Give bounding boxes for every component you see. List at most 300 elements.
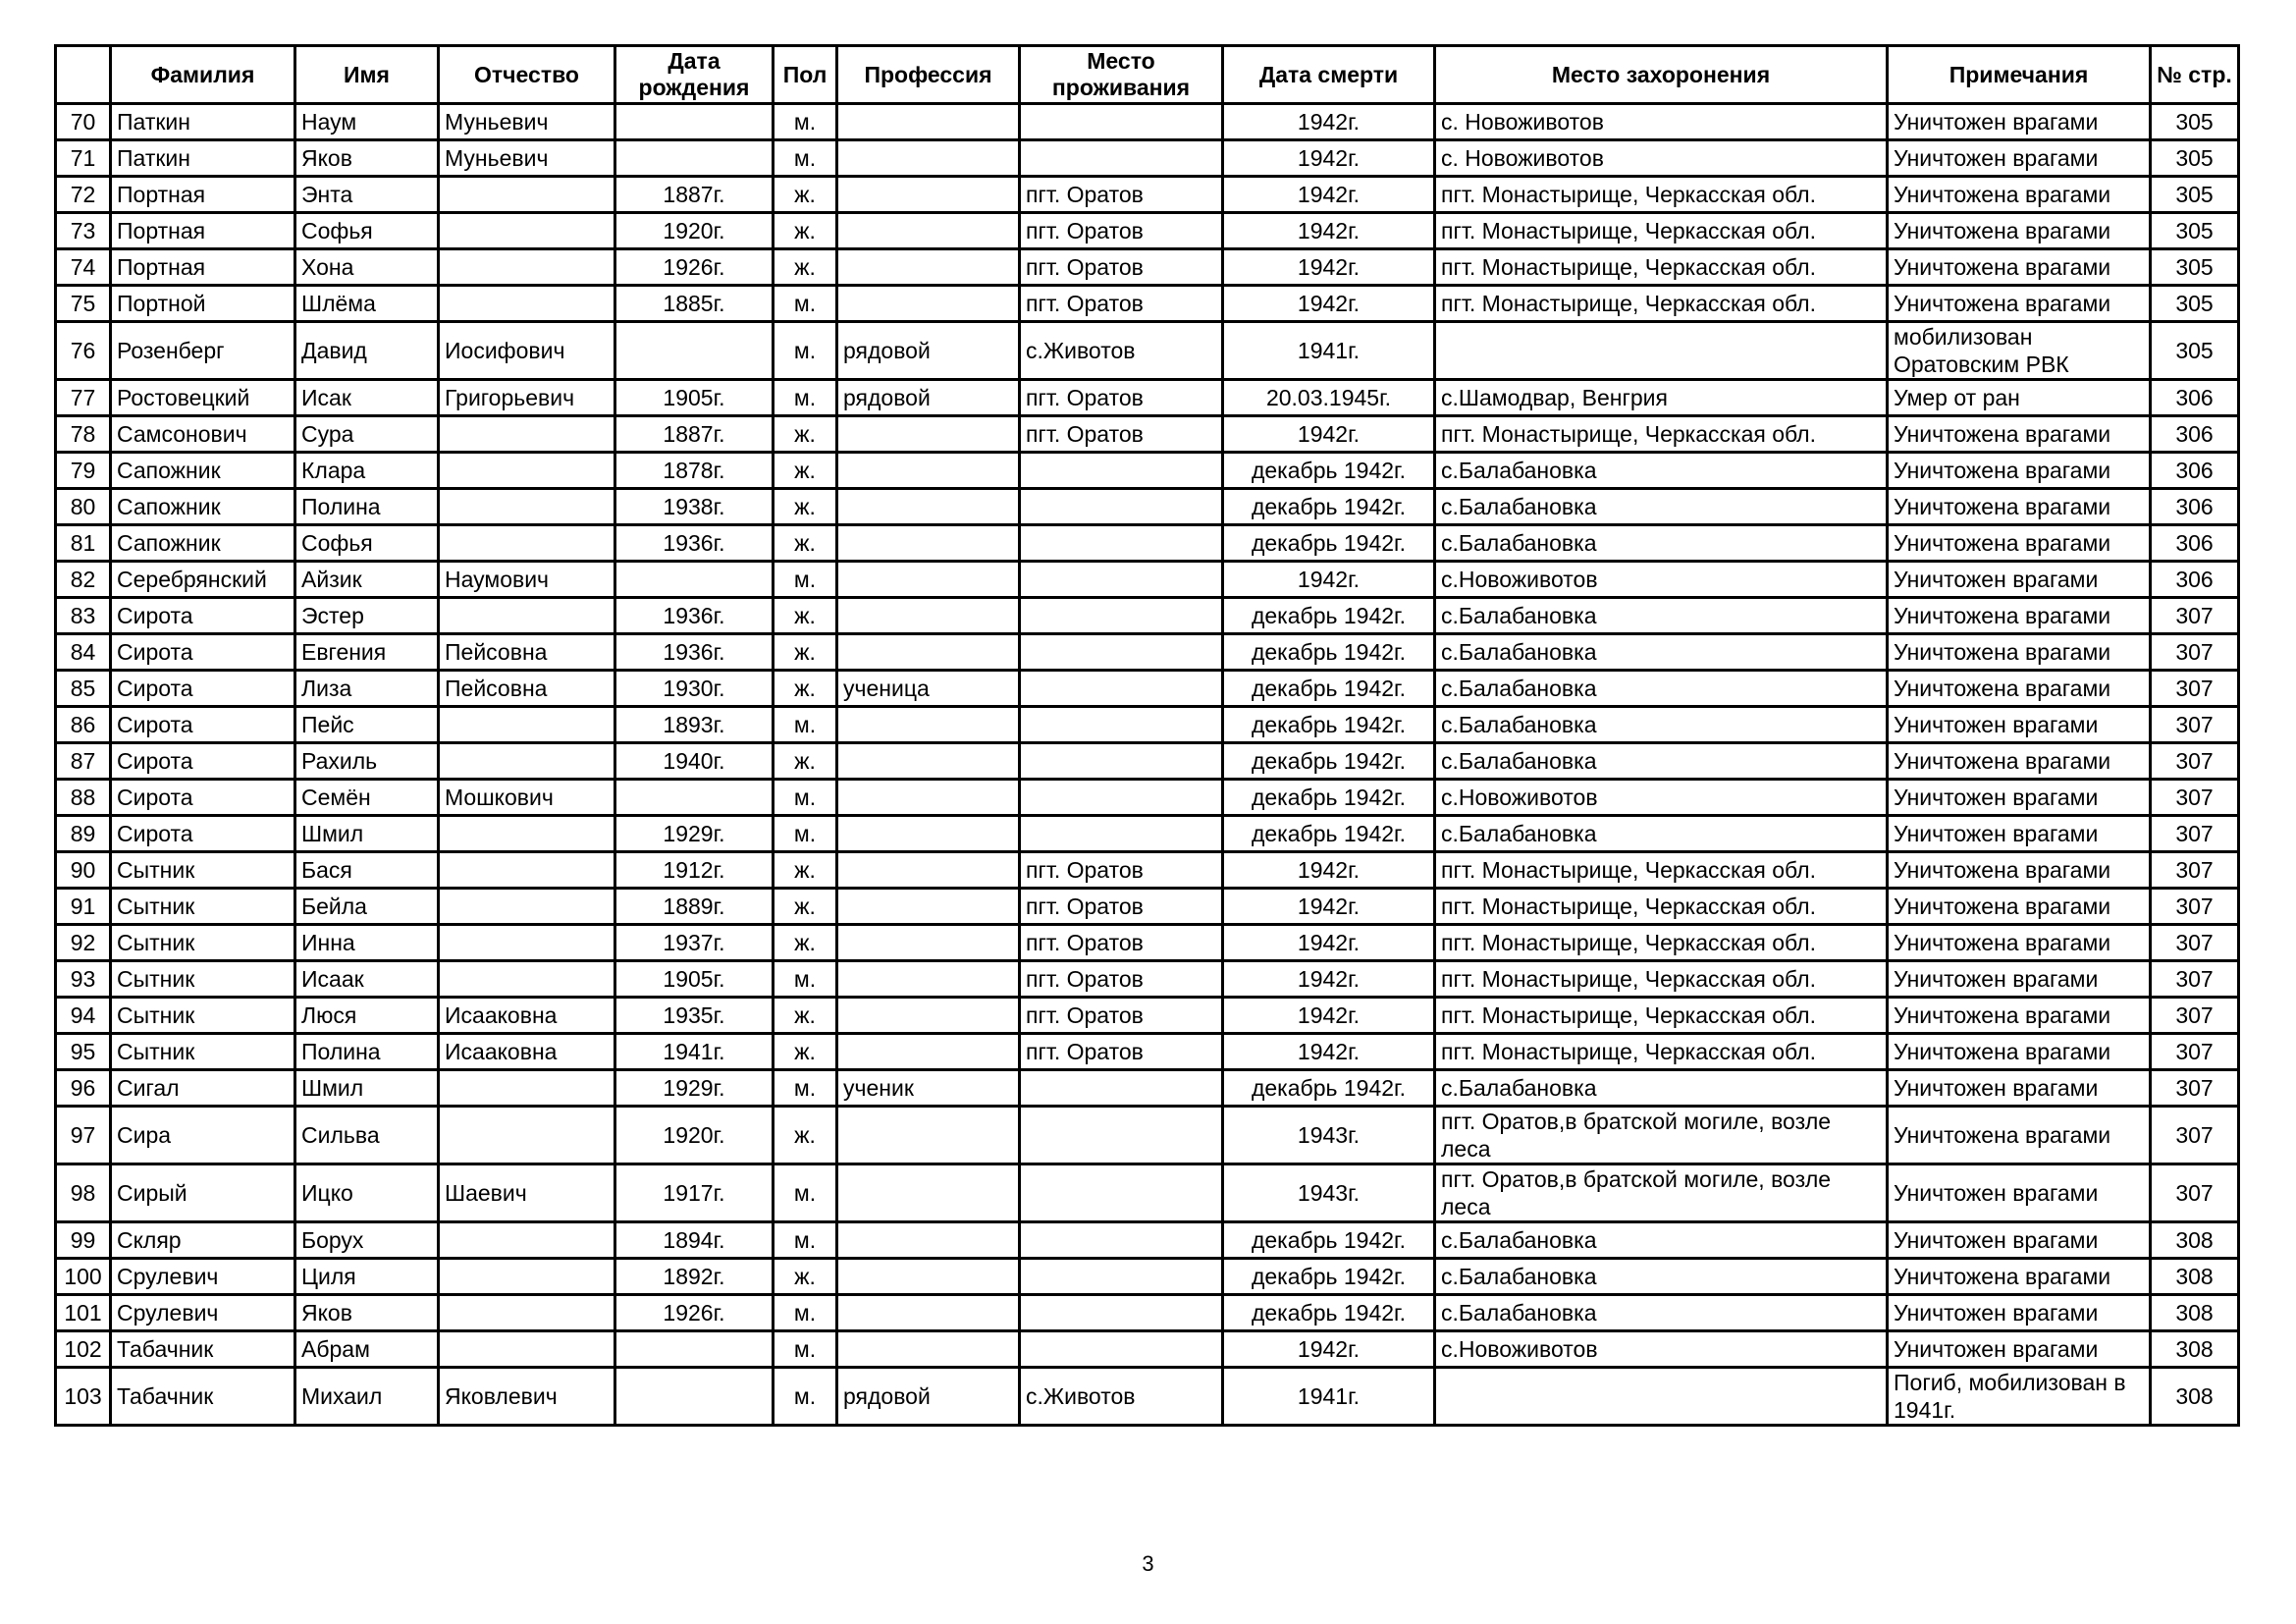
cell-death-date: 1942г. bbox=[1223, 140, 1435, 177]
cell-sex: м. bbox=[774, 780, 837, 816]
cell-surname: Сирота bbox=[111, 671, 295, 707]
table-row bbox=[56, 525, 2239, 562]
cell-sex: ж. bbox=[774, 525, 837, 562]
cell-death-date: 1942г. bbox=[1223, 562, 1435, 598]
table-row bbox=[56, 1295, 2239, 1331]
col-header-index bbox=[56, 46, 111, 104]
cell-birth-date: 1929г. bbox=[615, 1070, 774, 1107]
cell-sex: ж. bbox=[774, 743, 837, 780]
cell-death-date: декабрь 1942г. bbox=[1223, 743, 1435, 780]
cell-burial-place: с.Шамодвар, Венгрия bbox=[1435, 380, 1888, 416]
cell-page-no: 307 bbox=[2151, 1034, 2239, 1070]
cell-profession bbox=[837, 1222, 1020, 1259]
row-number: 83 bbox=[56, 598, 111, 634]
cell-burial-place: пгт. Монастырище, Черкасская обл. bbox=[1435, 249, 1888, 286]
cell-notes: Уничтожен врагами bbox=[1888, 1331, 2151, 1368]
cell-patronymic bbox=[439, 213, 615, 249]
cell-residence bbox=[1020, 743, 1223, 780]
cell-birth-date: 1917г. bbox=[615, 1164, 774, 1222]
cell-burial-place: пгт. Монастырище, Черкасская обл. bbox=[1435, 961, 1888, 998]
cell-death-date: 20.03.1945г. bbox=[1223, 380, 1435, 416]
cell-sex: ж. bbox=[774, 1034, 837, 1070]
cell-birth-date: 1941г. bbox=[615, 1034, 774, 1070]
cell-name: Инна bbox=[295, 925, 439, 961]
cell-notes: Уничтожена врагами bbox=[1888, 598, 2151, 634]
cell-page-no: 306 bbox=[2151, 489, 2239, 525]
cell-surname: Табачник bbox=[111, 1331, 295, 1368]
cell-surname: Розенберг bbox=[111, 322, 295, 380]
row-number: 81 bbox=[56, 525, 111, 562]
cell-death-date: 1942г. bbox=[1223, 177, 1435, 213]
cell-sex: м. bbox=[774, 816, 837, 852]
table-row bbox=[56, 598, 2239, 634]
cell-notes: Уничтожен врагами bbox=[1888, 707, 2151, 743]
cell-surname: Табачник bbox=[111, 1368, 295, 1426]
cell-burial-place: пгт. Монастырище, Черкасская обл. bbox=[1435, 177, 1888, 213]
cell-profession bbox=[837, 1331, 1020, 1368]
row-number: 79 bbox=[56, 453, 111, 489]
cell-profession bbox=[837, 416, 1020, 453]
table-row bbox=[56, 1164, 2239, 1222]
table-body bbox=[56, 104, 2239, 1426]
cell-burial-place: с.Балабановка bbox=[1435, 743, 1888, 780]
cell-notes: Уничтожен врагами bbox=[1888, 961, 2151, 998]
cell-death-date: 1942г. bbox=[1223, 889, 1435, 925]
cell-profession bbox=[837, 852, 1020, 889]
cell-death-date: 1941г. bbox=[1223, 322, 1435, 380]
row-number: 102 bbox=[56, 1331, 111, 1368]
cell-burial-place: пгт. Оратов,в братской могиле, возле леса bbox=[1435, 1164, 1888, 1222]
cell-profession bbox=[837, 453, 1020, 489]
cell-sex: ж. bbox=[774, 213, 837, 249]
cell-residence bbox=[1020, 780, 1223, 816]
cell-residence: пгт. Оратов bbox=[1020, 961, 1223, 998]
cell-surname: Сирота bbox=[111, 598, 295, 634]
row-number: 101 bbox=[56, 1295, 111, 1331]
cell-page-no: 308 bbox=[2151, 1331, 2239, 1368]
cell-burial-place: пгт. Монастырище, Черкасская обл. bbox=[1435, 998, 1888, 1034]
cell-death-date: 1943г. bbox=[1223, 1164, 1435, 1222]
table-row bbox=[56, 453, 2239, 489]
table-row bbox=[56, 213, 2239, 249]
cell-residence bbox=[1020, 562, 1223, 598]
cell-sex: м. bbox=[774, 562, 837, 598]
table-row bbox=[56, 380, 2239, 416]
row-number: 94 bbox=[56, 998, 111, 1034]
row-number: 95 bbox=[56, 1034, 111, 1070]
cell-surname: Сытник bbox=[111, 852, 295, 889]
cell-burial-place bbox=[1435, 1368, 1888, 1426]
table-row bbox=[56, 322, 2239, 380]
cell-page-no: 306 bbox=[2151, 525, 2239, 562]
cell-profession bbox=[837, 249, 1020, 286]
cell-patronymic bbox=[439, 1222, 615, 1259]
cell-burial-place: с.Балабановка bbox=[1435, 634, 1888, 671]
cell-surname: Сирота bbox=[111, 707, 295, 743]
table-row bbox=[56, 743, 2239, 780]
cell-surname: Сапожник bbox=[111, 525, 295, 562]
cell-sex: м. bbox=[774, 140, 837, 177]
cell-profession bbox=[837, 998, 1020, 1034]
cell-patronymic: Исааковна bbox=[439, 1034, 615, 1070]
cell-patronymic bbox=[439, 525, 615, 562]
table-row bbox=[56, 140, 2239, 177]
table-row bbox=[56, 1368, 2239, 1426]
cell-profession bbox=[837, 598, 1020, 634]
cell-surname: Портной bbox=[111, 286, 295, 322]
cell-patronymic bbox=[439, 707, 615, 743]
cell-death-date: 1942г. bbox=[1223, 213, 1435, 249]
cell-sex: м. bbox=[774, 1222, 837, 1259]
cell-sex: ж. bbox=[774, 598, 837, 634]
col-header-name: Имя bbox=[295, 46, 439, 104]
cell-residence bbox=[1020, 816, 1223, 852]
cell-profession bbox=[837, 634, 1020, 671]
cell-profession bbox=[837, 1295, 1020, 1331]
cell-notes: Уничтожена врагами bbox=[1888, 671, 2151, 707]
cell-sex: ж. bbox=[774, 249, 837, 286]
cell-patronymic bbox=[439, 453, 615, 489]
row-number: 86 bbox=[56, 707, 111, 743]
cell-name: Шлёма bbox=[295, 286, 439, 322]
cell-profession bbox=[837, 743, 1020, 780]
cell-patronymic bbox=[439, 1295, 615, 1331]
cell-burial-place: с. Новоживотов bbox=[1435, 140, 1888, 177]
cell-name: Софья bbox=[295, 213, 439, 249]
cell-birth-date: 1930г. bbox=[615, 671, 774, 707]
cell-sex: ж. bbox=[774, 1259, 837, 1295]
cell-sex: ж. bbox=[774, 889, 837, 925]
cell-notes: Уничтожен врагами bbox=[1888, 562, 2151, 598]
cell-notes: Уничтожена врагами bbox=[1888, 213, 2151, 249]
cell-birth-date: 1936г. bbox=[615, 525, 774, 562]
cell-burial-place: пгт. Монастырище, Черкасская обл. bbox=[1435, 925, 1888, 961]
cell-surname: Портная bbox=[111, 177, 295, 213]
cell-death-date: 1942г. bbox=[1223, 286, 1435, 322]
cell-patronymic bbox=[439, 925, 615, 961]
cell-surname: Сирый bbox=[111, 1164, 295, 1222]
cell-birth-date: 1893г. bbox=[615, 707, 774, 743]
cell-name: Яков bbox=[295, 140, 439, 177]
cell-page-no: 307 bbox=[2151, 889, 2239, 925]
row-number: 99 bbox=[56, 1222, 111, 1259]
cell-surname: Сирота bbox=[111, 634, 295, 671]
cell-burial-place: с.Новоживотов bbox=[1435, 562, 1888, 598]
cell-residence bbox=[1020, 1070, 1223, 1107]
cell-notes: Уничтожен врагами bbox=[1888, 816, 2151, 852]
cell-patronymic bbox=[439, 177, 615, 213]
cell-patronymic: Наумович bbox=[439, 562, 615, 598]
cell-page-no: 305 bbox=[2151, 249, 2239, 286]
cell-profession bbox=[837, 104, 1020, 140]
cell-burial-place: пгт. Монастырище, Черкасская обл. bbox=[1435, 286, 1888, 322]
cell-surname: Сигал bbox=[111, 1070, 295, 1107]
cell-burial-place: пгт. Оратов,в братской могиле, возле леса bbox=[1435, 1107, 1888, 1164]
cell-name: Люся bbox=[295, 998, 439, 1034]
cell-sex: ж. bbox=[774, 453, 837, 489]
col-header-residence: Место проживания bbox=[1020, 46, 1223, 104]
cell-birth-date: 1905г. bbox=[615, 380, 774, 416]
cell-notes: Уничтожена врагами bbox=[1888, 889, 2151, 925]
cell-profession bbox=[837, 489, 1020, 525]
page-number: 3 bbox=[1142, 1551, 1154, 1576]
cell-name: Шмил bbox=[295, 816, 439, 852]
cell-burial-place: с.Балабановка bbox=[1435, 707, 1888, 743]
cell-burial-place: с.Балабановка bbox=[1435, 1222, 1888, 1259]
cell-patronymic: Мошкович bbox=[439, 780, 615, 816]
row-number: 89 bbox=[56, 816, 111, 852]
cell-sex: ж. bbox=[774, 1107, 837, 1164]
cell-birth-date: 1940г. bbox=[615, 743, 774, 780]
cell-surname: Сытник bbox=[111, 961, 295, 998]
cell-page-no: 305 bbox=[2151, 322, 2239, 380]
row-number: 88 bbox=[56, 780, 111, 816]
cell-page-no: 307 bbox=[2151, 1164, 2239, 1222]
table-row bbox=[56, 1070, 2239, 1107]
cell-notes: Уничтожен врагами bbox=[1888, 1222, 2151, 1259]
col-header-profession: Профессия bbox=[837, 46, 1020, 104]
cell-surname: Сапожник bbox=[111, 453, 295, 489]
cell-name: Абрам bbox=[295, 1331, 439, 1368]
cell-notes: Уничтожена врагами bbox=[1888, 177, 2151, 213]
cell-page-no: 307 bbox=[2151, 743, 2239, 780]
cell-sex: м. bbox=[774, 1295, 837, 1331]
row-number: 87 bbox=[56, 743, 111, 780]
row-number: 78 bbox=[56, 416, 111, 453]
row-number: 70 bbox=[56, 104, 111, 140]
table-row bbox=[56, 249, 2239, 286]
cell-page-no: 307 bbox=[2151, 925, 2239, 961]
cell-surname: Портная bbox=[111, 213, 295, 249]
row-number: 73 bbox=[56, 213, 111, 249]
cell-page-no: 307 bbox=[2151, 598, 2239, 634]
cell-birth-date bbox=[615, 322, 774, 380]
cell-notes: Уничтожен врагами bbox=[1888, 780, 2151, 816]
cell-surname: Сапожник bbox=[111, 489, 295, 525]
cell-birth-date: 1937г. bbox=[615, 925, 774, 961]
cell-notes: Уничтожена врагами bbox=[1888, 1259, 2151, 1295]
cell-patronymic bbox=[439, 1259, 615, 1295]
col-header-sex: Пол bbox=[774, 46, 837, 104]
cell-death-date: декабрь 1942г. bbox=[1223, 780, 1435, 816]
cell-profession: рядовой bbox=[837, 322, 1020, 380]
cell-name: Ицко bbox=[295, 1164, 439, 1222]
memorial-list-table bbox=[54, 44, 2240, 1427]
cell-notes: Уничтожена врагами bbox=[1888, 1034, 2151, 1070]
cell-sex: м. bbox=[774, 1164, 837, 1222]
cell-surname: Сирота bbox=[111, 780, 295, 816]
cell-patronymic bbox=[439, 743, 615, 780]
cell-birth-date: 1936г. bbox=[615, 634, 774, 671]
cell-residence bbox=[1020, 1259, 1223, 1295]
cell-patronymic: Иосифович bbox=[439, 322, 615, 380]
cell-page-no: 307 bbox=[2151, 707, 2239, 743]
col-header-page-no: № стр. bbox=[2151, 46, 2239, 104]
cell-page-no: 308 bbox=[2151, 1368, 2239, 1426]
cell-death-date: 1942г. bbox=[1223, 925, 1435, 961]
cell-sex: м. bbox=[774, 1070, 837, 1107]
table-row bbox=[56, 177, 2239, 213]
cell-burial-place: с.Балабановка bbox=[1435, 453, 1888, 489]
cell-sex: ж. bbox=[774, 998, 837, 1034]
cell-death-date: декабрь 1942г. bbox=[1223, 671, 1435, 707]
cell-residence bbox=[1020, 707, 1223, 743]
cell-residence: пгт. Оратов bbox=[1020, 249, 1223, 286]
cell-notes: Уничтожен врагами bbox=[1888, 140, 2151, 177]
cell-sex: м. bbox=[774, 1331, 837, 1368]
table-row bbox=[56, 780, 2239, 816]
cell-burial-place: с.Балабановка bbox=[1435, 1259, 1888, 1295]
row-number: 72 bbox=[56, 177, 111, 213]
cell-birth-date bbox=[615, 1331, 774, 1368]
cell-residence bbox=[1020, 1107, 1223, 1164]
row-number: 103 bbox=[56, 1368, 111, 1426]
cell-residence bbox=[1020, 104, 1223, 140]
table-row bbox=[56, 961, 2239, 998]
cell-birth-date: 1920г. bbox=[615, 1107, 774, 1164]
cell-name: Эстер bbox=[295, 598, 439, 634]
cell-profession bbox=[837, 525, 1020, 562]
cell-birth-date: 1938г. bbox=[615, 489, 774, 525]
cell-patronymic: Шаевич bbox=[439, 1164, 615, 1222]
cell-page-no: 306 bbox=[2151, 416, 2239, 453]
cell-patronymic bbox=[439, 489, 615, 525]
cell-notes: Уничтожен врагами bbox=[1888, 104, 2151, 140]
cell-name: Исаак bbox=[295, 961, 439, 998]
cell-page-no: 305 bbox=[2151, 177, 2239, 213]
cell-notes: Уничтожена врагами bbox=[1888, 852, 2151, 889]
cell-profession: рядовой bbox=[837, 380, 1020, 416]
row-number: 96 bbox=[56, 1070, 111, 1107]
cell-sex: ж. bbox=[774, 634, 837, 671]
cell-name: Исак bbox=[295, 380, 439, 416]
cell-birth-date: 1905г. bbox=[615, 961, 774, 998]
row-number: 80 bbox=[56, 489, 111, 525]
cell-page-no: 307 bbox=[2151, 816, 2239, 852]
table-row bbox=[56, 816, 2239, 852]
cell-burial-place: с. Новоживотов bbox=[1435, 104, 1888, 140]
cell-page-no: 307 bbox=[2151, 961, 2239, 998]
header-row bbox=[56, 46, 2239, 104]
cell-sex: ж. bbox=[774, 416, 837, 453]
cell-profession bbox=[837, 925, 1020, 961]
cell-profession bbox=[837, 1034, 1020, 1070]
cell-name: Яков bbox=[295, 1295, 439, 1331]
cell-profession bbox=[837, 1164, 1020, 1222]
col-header-surname: Фамилия bbox=[111, 46, 295, 104]
cell-page-no: 307 bbox=[2151, 852, 2239, 889]
cell-sex: м. bbox=[774, 707, 837, 743]
cell-death-date: 1943г. bbox=[1223, 1107, 1435, 1164]
cell-burial-place: пгт. Монастырище, Черкасская обл. bbox=[1435, 213, 1888, 249]
cell-sex: м. bbox=[774, 286, 837, 322]
cell-patronymic: Муньевич bbox=[439, 140, 615, 177]
cell-birth-date: 1929г. bbox=[615, 816, 774, 852]
table-row bbox=[56, 286, 2239, 322]
cell-patronymic bbox=[439, 961, 615, 998]
cell-surname: Сира bbox=[111, 1107, 295, 1164]
cell-name: Хона bbox=[295, 249, 439, 286]
cell-birth-date: 1894г. bbox=[615, 1222, 774, 1259]
table-row bbox=[56, 925, 2239, 961]
cell-notes: Уничтожен врагами bbox=[1888, 1295, 2151, 1331]
cell-patronymic bbox=[439, 816, 615, 852]
cell-profession bbox=[837, 816, 1020, 852]
cell-surname: Сирота bbox=[111, 816, 295, 852]
cell-surname: Срулевич bbox=[111, 1259, 295, 1295]
cell-page-no: 307 bbox=[2151, 634, 2239, 671]
cell-sex: м. bbox=[774, 961, 837, 998]
cell-burial-place bbox=[1435, 322, 1888, 380]
cell-death-date: 1942г. bbox=[1223, 998, 1435, 1034]
cell-page-no: 307 bbox=[2151, 780, 2239, 816]
cell-patronymic: Пейсовна bbox=[439, 634, 615, 671]
cell-burial-place: пгт. Монастырище, Черкасская обл. bbox=[1435, 889, 1888, 925]
cell-page-no: 306 bbox=[2151, 380, 2239, 416]
cell-birth-date: 1935г. bbox=[615, 998, 774, 1034]
cell-page-no: 307 bbox=[2151, 998, 2239, 1034]
cell-burial-place: с.Балабановка bbox=[1435, 816, 1888, 852]
cell-death-date: декабрь 1942г. bbox=[1223, 634, 1435, 671]
cell-residence: пгт. Оратов bbox=[1020, 998, 1223, 1034]
cell-death-date: 1942г. bbox=[1223, 852, 1435, 889]
cell-patronymic bbox=[439, 1107, 615, 1164]
cell-patronymic: Пейсовна bbox=[439, 671, 615, 707]
cell-page-no: 306 bbox=[2151, 453, 2239, 489]
table-row bbox=[56, 562, 2239, 598]
cell-patronymic: Григорьевич bbox=[439, 380, 615, 416]
cell-name: Софья bbox=[295, 525, 439, 562]
cell-notes: Уничтожена врагами bbox=[1888, 286, 2151, 322]
cell-notes: Уничтожена врагами bbox=[1888, 998, 2151, 1034]
cell-name: Шмил bbox=[295, 1070, 439, 1107]
row-number: 92 bbox=[56, 925, 111, 961]
cell-page-no: 305 bbox=[2151, 104, 2239, 140]
cell-page-no: 307 bbox=[2151, 1107, 2239, 1164]
cell-name: Бейла bbox=[295, 889, 439, 925]
cell-page-no: 305 bbox=[2151, 213, 2239, 249]
cell-residence bbox=[1020, 598, 1223, 634]
table-row bbox=[56, 852, 2239, 889]
cell-surname: Скляр bbox=[111, 1222, 295, 1259]
cell-patronymic: Исааковна bbox=[439, 998, 615, 1034]
cell-name: Бася bbox=[295, 852, 439, 889]
cell-name: Циля bbox=[295, 1259, 439, 1295]
cell-notes: Уничтожена врагами bbox=[1888, 634, 2151, 671]
cell-sex: м. bbox=[774, 322, 837, 380]
row-number: 98 bbox=[56, 1164, 111, 1222]
cell-birth-date: 1926г. bbox=[615, 249, 774, 286]
cell-page-no: 307 bbox=[2151, 671, 2239, 707]
cell-notes: Уничтожена врагами bbox=[1888, 525, 2151, 562]
row-number: 90 bbox=[56, 852, 111, 889]
cell-notes: Уничтожена врагами bbox=[1888, 1107, 2151, 1164]
cell-death-date: 1942г. bbox=[1223, 1331, 1435, 1368]
cell-profession bbox=[837, 286, 1020, 322]
cell-patronymic bbox=[439, 416, 615, 453]
cell-name: Пейс bbox=[295, 707, 439, 743]
cell-surname: Сытник bbox=[111, 889, 295, 925]
cell-page-no: 308 bbox=[2151, 1259, 2239, 1295]
cell-residence: с.Животов bbox=[1020, 322, 1223, 380]
cell-patronymic bbox=[439, 889, 615, 925]
cell-birth-date: 1936г. bbox=[615, 598, 774, 634]
cell-burial-place: пгт. Монастырище, Черкасская обл. bbox=[1435, 852, 1888, 889]
cell-patronymic bbox=[439, 852, 615, 889]
cell-death-date: декабрь 1942г. bbox=[1223, 1070, 1435, 1107]
cell-burial-place: пгт. Монастырище, Черкасская обл. bbox=[1435, 416, 1888, 453]
cell-notes: Уничтожена врагами bbox=[1888, 743, 2151, 780]
